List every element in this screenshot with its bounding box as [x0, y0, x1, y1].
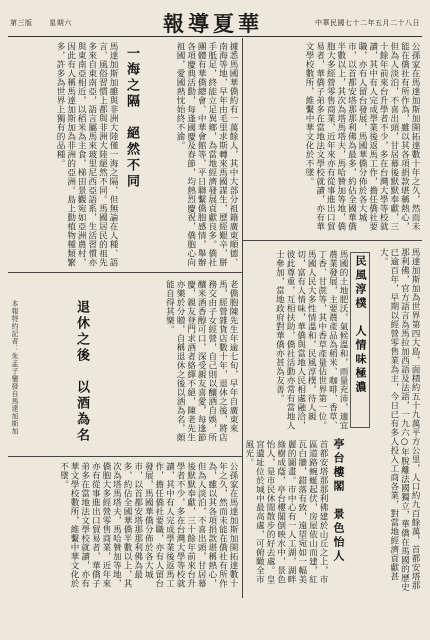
- article-right-bottom-headline: 亭台樓閣 景色怡人: [332, 438, 345, 564]
- issue-date: 中華民國七十二年五月二十八日: [315, 19, 420, 27]
- article-right-lower-text: 馬國的土地肥沃，氣候溫和，雨量充沛，適宜農業發展，主要農產品為稻米、咖啡、香草、丁香、甘蔗等，其中香草產量佔世界第一位。馬國人民大多性情溫和，民風淳樸，待人親切，富有人情味，華僑與當地人民相處融洽，彼此尊重，互相扶助，僑社活動亦常有當地人士參加，當地政府對華僑亦甚為友善。: [274, 250, 348, 430]
- divider-horizontal-mid: [242, 240, 422, 241]
- article-center-bottom-headline: 退休之後 以酒為名: [74, 300, 89, 444]
- article-middle-right-body: 據悉馬國華僑約有一萬餘人，其中大部分祖籍廣東順德、南海等地，早年由毛里求斯轉來馬國謀生，歷經艱辛，胼手胝足，終能立足異鄉，為當地經濟發展貢獻良多。僑社團體有華僑總會、中華會館等，平日聯繫僑胞感情，舉辦各項慶典活動，每逢國慶及春節，均熱烈慶祝，僑胞心向祖國，愛國熱忱始終不渝。: [175, 42, 238, 267]
- masthead-left: [10, 18, 86, 28]
- reporter-credit: 本報特約記者：朱孟子鑾發自馬達加斯加: [11, 300, 19, 435]
- newspaper-title: 報導夏華: [163, 11, 263, 36]
- article-right-lower-body: 馬達加斯加為世界第四大島，面積約五十九萬平方公里，人口約九百餘萬，首都安塔那那利佛，官方語言為馬拉加西語及法語，一九六○年脫離法國獨立，華僑在馬國的歷史已逾百年，早期以經營零售業為主，今日已有多人投入工商各業，對當地經濟貢獻甚大。: [378, 248, 420, 592]
- issue-weekday: 星期六: [49, 19, 72, 27]
- article-top-body: 公孫家在馬達加斯加開拓達數十年之久，然而未能在僑社有所作為，雖以其各項捐款堪稱熱心，但為人淡泊，不喜出頭，甘居幕後默默奉獻，三十餘年前來台升學者不少，多在台灣大學等校就讀，其中有人完成學業後返馬工作，擔任僑社要職，亦有人留台發展，馬國華僑分佈於各大城市，以首都安塔那那利佛為最多，約佔全國華僑半數以上，其次為塔馬塔夫，馬哈贊加等地，僑胞大多經營零售商業，近年來亦有從事進出口貿易者，華僑子弟多在當地法文學校就讀，亦有華文學校數所，維繫中華文化於不墜。: [304, 42, 420, 231]
- divider-horizontal-upper: [8, 272, 242, 273]
- masthead: [8, 6, 422, 37]
- article-middle-left-body: 馬達加斯加雖與非洲大陸僅一海之隔，但無論在人種、語言、風俗習慣上都與非洲大陸絕然不同。馬國居民的祖先多來自東南亞，語言屬馬來玻里尼西亞語系，生活習慣亦與東南亞相近，以稻米為主食，梯田景觀宛如亞洲農村，因此有人稱馬達加斯加為非洲的亞洲。島上動植物種類繁多，許多為世界上獨有的品種。: [55, 42, 118, 267]
- article-bottom-left-body: 公孫家在馬達加斯加開拓達數十年之久，然而未能在僑社有所作為，雖以其各項捐款堪稱熱心，但為人淡泊，不喜出頭，甘居幕後默默奉獻，三十餘年前來台升學者不少，多在台灣大學等校就讀，其中有人完成學業後返馬工作，擔任僑社要職，亦有人留台發展，馬國華僑分佈於各大城市，以首都安塔那那利佛為最多，約佔全國華僑半數以上，其次為塔馬塔夫，馬哈贊加等地，僑胞大多經營零售商業，近年來亦有從事進出口貿易者，華僑子弟多在當地法文學校就讀，亦有華文學校數所，維繫中華文化於不墜。: [58, 462, 238, 588]
- article-right-lower-headline: 民風淳樸 人情味極濃: [350, 252, 370, 428]
- divider-horizontal-lower: [8, 456, 242, 457]
- article-right-bottom-body: 首都安塔那那利佛建於山丘之上，市區道路蜿蜒起伏，房屋依山而建，紅瓦白牆，錯落有致，遠望宛如一幅美麗的圖畫。市中心有一人工湖，湖畔綠樹成蔭，亭台樓閣倒映水中，景色怡人，是市民休閒散步的好去處。皇宮遺址位於城中最高處，可俯瞰全市風光。: [243, 440, 328, 584]
- page-number: 第三版: [10, 19, 33, 27]
- divider-vertical-center: [242, 38, 243, 598]
- article-middle-left-headline: 一海之隔 絕然不同: [124, 46, 139, 190]
- article-center-lower-body: 老僑胞陳先生年逾七旬，早年自廣東來馬，經營雜貨店數十年，退休之後，將店務交由子女經營，自己則以釀酒自娛，所釀米酒香醇可口，深受親友喜愛，每逢節慶，親友登門求酒者絡繹不絕，陳老先生亦樂於分贈，自稱退休之後以酒為名，頗能自得其樂。: [164, 280, 238, 442]
